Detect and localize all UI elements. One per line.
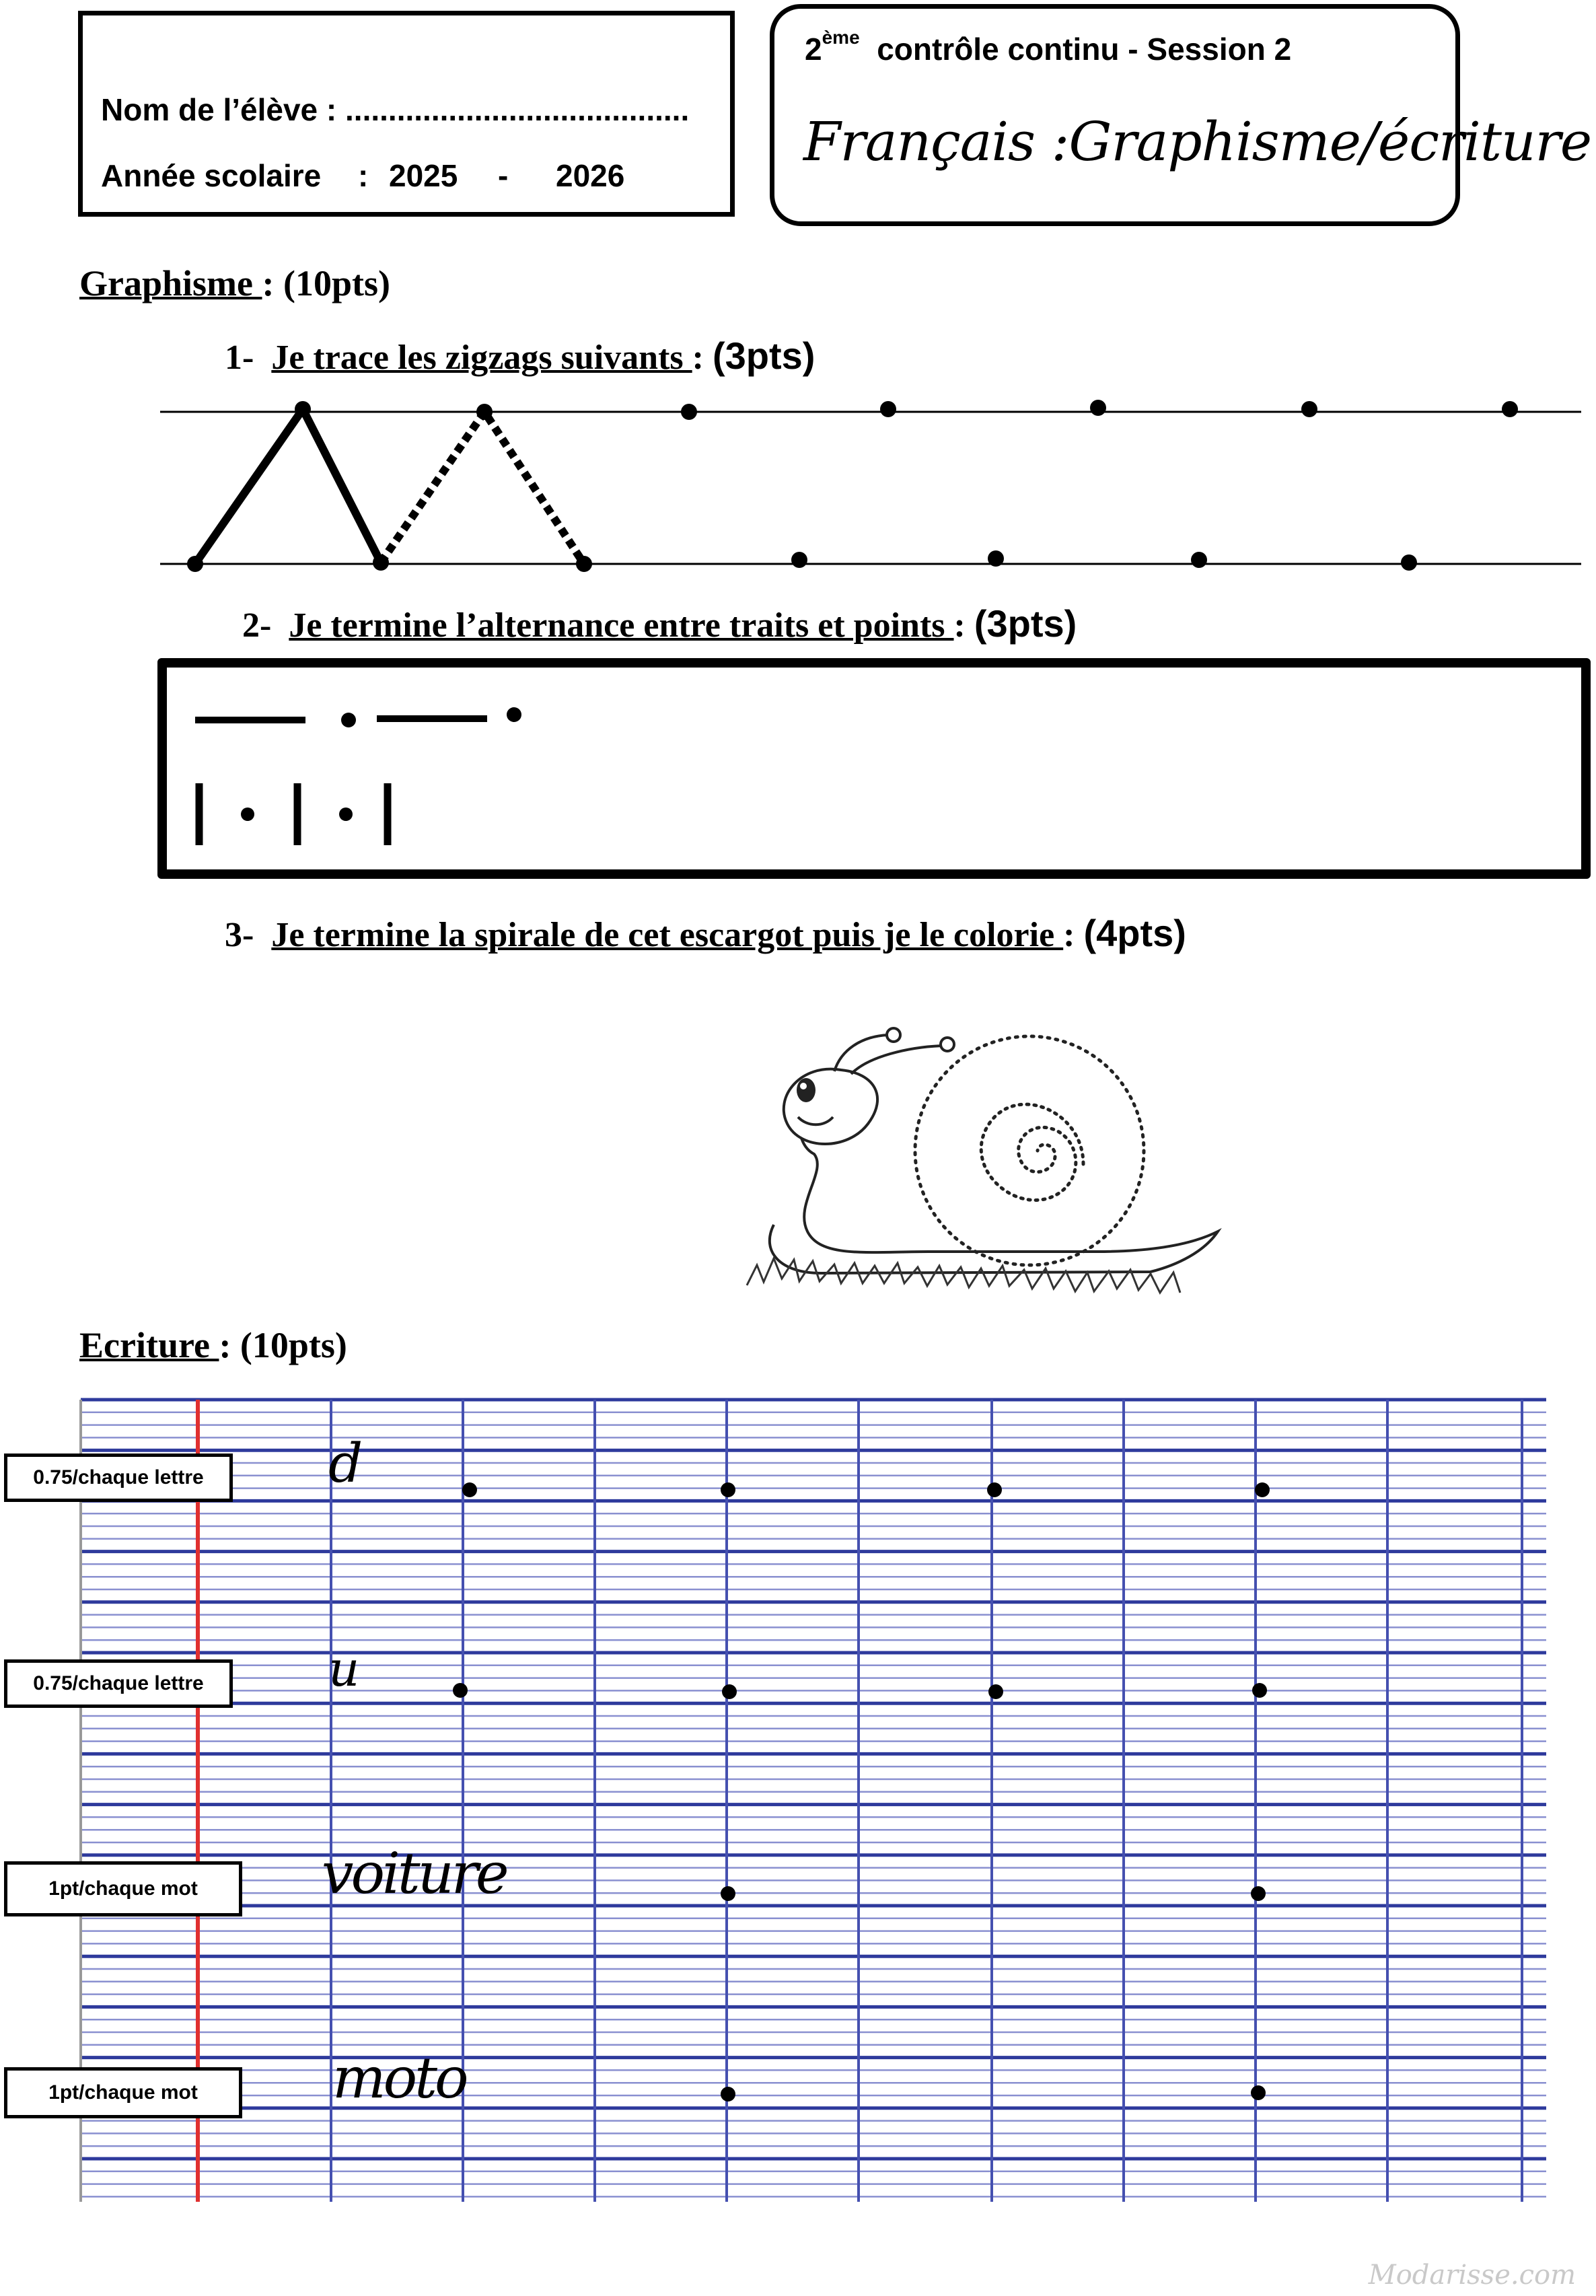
- start-dot: [1251, 2085, 1266, 2100]
- question-2-points: (3pts): [974, 602, 1077, 645]
- test-number: 2: [805, 32, 822, 67]
- question-1-number: 1-: [225, 338, 254, 377]
- subject-title: Français :Graphisme/écriture: [803, 110, 1592, 173]
- school-year-label: Année scolaire: [101, 158, 322, 193]
- year-dash: -: [498, 158, 509, 193]
- question-2-number: 2-: [242, 606, 272, 645]
- question-1-text: Je trace les zigzags suivants: [271, 338, 692, 377]
- model-word-voiture: voiture: [322, 1840, 507, 1906]
- test-number-suffix: ème: [822, 26, 860, 48]
- grading-box-row-2: 0.75/chaque lettre: [4, 1659, 233, 1708]
- test-title-text: contrôle continu - Session 2: [877, 32, 1292, 67]
- grading-box-row-4: 1pt/chaque mot: [4, 2067, 242, 2118]
- ecriture-heading-points: : (10pts): [219, 1325, 347, 1365]
- start-dot: [1255, 1482, 1270, 1497]
- question-3-points: (4pts): [1083, 912, 1186, 954]
- start-dot: [988, 1684, 1003, 1699]
- ecriture-heading-label: Ecriture: [79, 1325, 219, 1365]
- question-2-colon: :: [953, 606, 966, 645]
- start-dot: [453, 1683, 468, 1698]
- year-start: 2025: [389, 158, 458, 193]
- model-letter-d: d: [328, 1432, 363, 1495]
- school-year-separator: :: [358, 158, 369, 193]
- start-dot: [987, 1482, 1002, 1497]
- start-dot: [721, 2087, 735, 2102]
- start-dot: [721, 1886, 735, 1901]
- question-3-colon: :: [1063, 916, 1075, 954]
- model-word-moto: moto: [332, 2045, 466, 2111]
- student-name-field[interactable]: Nom de l’élève : ........................................: [101, 92, 690, 127]
- start-dot: [1251, 1886, 1266, 1901]
- model-letter-u: u: [328, 1641, 360, 1697]
- question-3-number: 3-: [225, 916, 254, 954]
- question-2-text: Je termine l’alternance entre traits et points: [289, 606, 954, 645]
- question-1-colon: :: [692, 338, 704, 377]
- start-dot: [721, 1482, 735, 1497]
- start-dot: [722, 1684, 737, 1699]
- grading-box-row-3: 1pt/chaque mot: [4, 1861, 242, 1916]
- question-1-points: (3pts): [712, 334, 815, 377]
- start-dot: [1252, 1683, 1267, 1698]
- watermark: Modarisse.com: [1368, 2260, 1576, 2291]
- question-3-text: Je termine la spirale de cet escargot puis je le colorie: [271, 916, 1064, 954]
- year-end: 2026: [556, 158, 625, 193]
- start-dot: [462, 1482, 477, 1497]
- grading-box-row-1: 0.75/chaque lettre: [4, 1454, 233, 1502]
- graphisme-heading-points: : (10pts): [262, 263, 390, 303]
- graphisme-heading-label: Graphisme: [79, 263, 262, 303]
